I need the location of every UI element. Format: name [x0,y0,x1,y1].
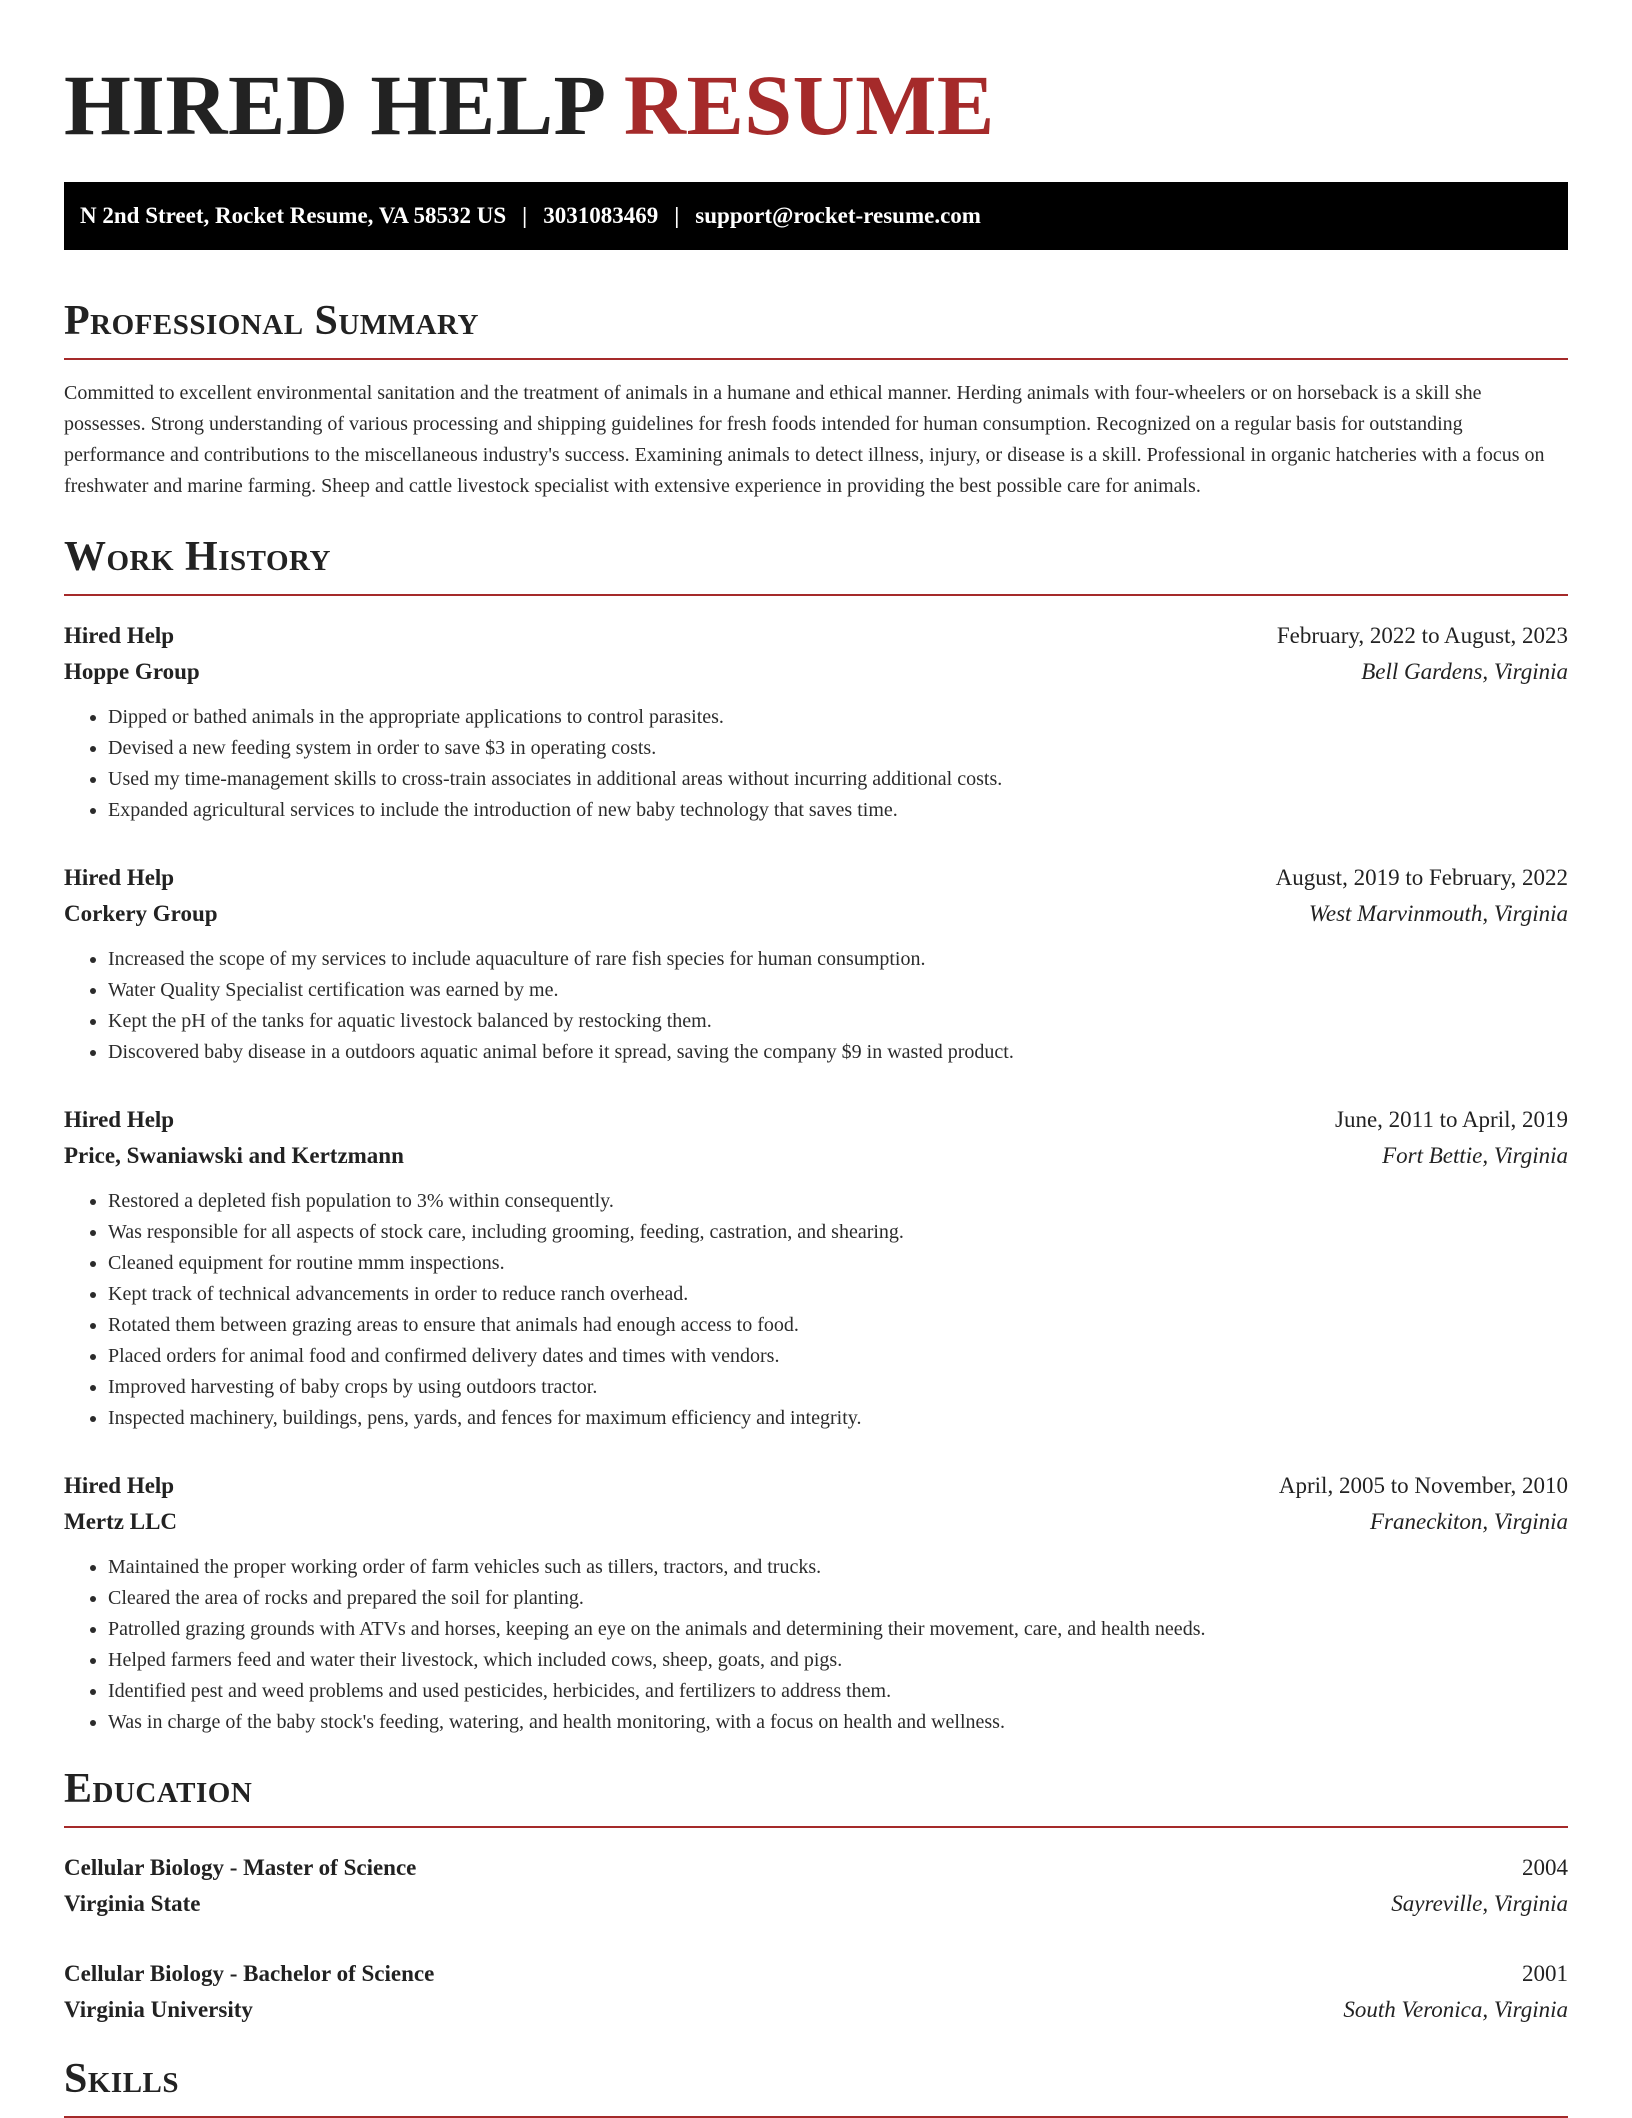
summary-section [64,300,1568,502]
job-bullet: • Kept the pH of the tanks for aquatic livestock balanced by restocking them. [108,1006,1568,1037]
education-location: South Veronica, Virginia [1343,1997,1568,2022]
job-location: West Marvinmouth, Virginia [1308,901,1568,926]
job-bullet: • Expanded agricultural services to include the introduction of new baby technology that saves time. [108,795,1568,826]
contact-email: support@rocket-resume.com [695,203,981,228]
job-company: Corkery Group [64,901,218,926]
job-bullet-list [64,944,1568,1068]
section-divider [64,358,1568,360]
job-bullet: • Dipped or bathed animals in the appropriate applications to control parasites. [108,702,1568,733]
contact-bar [64,182,1568,250]
work-history-section [64,536,1568,1738]
education-entry [64,1850,1568,1922]
job-bullet-list [64,702,1568,826]
job-dates: August, 2019 to February, 2022 [1275,865,1568,890]
job-role: Hired Help [64,865,175,890]
education-degree: Cellular Biology - Master of Science [64,1855,417,1880]
contact-separator: | [674,203,680,228]
section-divider [64,594,1568,596]
job-company: Price, Swaniawski and Kertzmann [64,1143,404,1168]
education-school: Virginia State [64,1891,201,1916]
education-section [64,1768,1568,2028]
education-school-row [64,1992,1568,2028]
education-location: Sayreville, Virginia [1391,1891,1568,1916]
job-bullet: • Increased the scope of my services to include aquaculture of rare fish species for human consumption. [108,944,1568,975]
job-bullet: • Cleared the area of rocks and prepared the soil for planting. [108,1583,1568,1614]
job-dates: February, 2022 to August, 2023 [1276,623,1568,648]
education-heading: Education [64,1766,253,1812]
job-entry [64,618,1568,826]
job-company-row [64,896,1568,932]
work-history-heading: Work History [64,534,331,580]
job-bullet: • Restored a depleted fish population to 3% within consequently. [108,1186,1568,1217]
job-role: Hired Help [64,623,175,648]
summary-heading: Professional Summary [64,298,479,344]
job-entry [64,860,1568,1068]
summary-text: Committed to excellent environmental sanitation and the treatment of animals in a humane and ethical manner. Herding animals with four-wheelers or on horseback is a skill she possesses. Strong understanding of various processing and shipping guidelines for fresh foods intended for human consumption. Recognized on a regular basis for outstanding performance and contributions to the miscellaneous industry's success. Examining animals to detect illness, injury, or disease is a skill. Professional in organic hatcheries with a focus on freshwater and marine farming. Sheep and cattle livestock specialist with extensive experience in providing the best possible care for animals. [64,382,1545,497]
job-bullet: • Discovered baby disease in a outdoors aquatic animal before it spread, saving the company $9 in wasted product. [108,1037,1568,1068]
job-company-row [64,1504,1568,1540]
contact-separator: | [522,203,528,228]
education-year: 2004 [1522,1855,1568,1880]
job-entry [64,1468,1568,1738]
contact-phone: 3031083469 [543,203,659,228]
job-role: Hired Help [64,1473,175,1498]
section-divider [64,1826,1568,1828]
education-school: Virginia University [64,1997,253,2022]
job-company: Mertz LLC [64,1509,178,1534]
job-bullet: • Used my time-management skills to cross-train associates in additional areas without incurring additional costs. [108,764,1568,795]
education-school-row [64,1886,1568,1922]
job-entry [64,1102,1568,1434]
job-location: Fort Bettie, Virginia [1382,1143,1568,1168]
resume-first-name: HIRED HELP [64,57,602,153]
job-bullet: • Was in charge of the baby stock's feeding, watering, and health monitoring, with a focus on health and wellness. [108,1707,1568,1738]
job-bullet: • Kept track of technical advancements in order to reduce ranch overhead. [108,1279,1568,1310]
job-header-row [64,1468,1568,1504]
job-bullet: • Devised a new feeding system in order to save $3 in operating costs. [108,733,1568,764]
job-header-row [64,860,1568,896]
skills-section [64,2058,1568,2118]
job-bullet-list [64,1552,1568,1738]
job-dates: June, 2011 to April, 2019 [1335,1107,1568,1132]
job-dates: April, 2005 to November, 2010 [1278,1473,1568,1498]
job-header-row [64,1102,1568,1138]
contact-address: N 2nd Street, Rocket Resume, VA 58532 US [80,203,507,228]
education-entry [64,1956,1568,2028]
job-bullet: • Placed orders for animal food and confirmed delivery dates and times with vendors. [108,1341,1568,1372]
job-location: Bell Gardens, Virginia [1361,659,1568,684]
resume-name [64,56,1568,153]
resume-last-name: RESUME [623,57,995,153]
education-year: 2001 [1522,1961,1568,1986]
job-bullet: • Improved harvesting of baby crops by using outdoors tractor. [108,1372,1568,1403]
job-company: Hoppe Group [64,659,200,684]
job-bullet: • Helped farmers feed and water their livestock, which included cows, sheep, goats, and pigs. [108,1645,1568,1676]
job-location: Franeckiton, Virginia [1369,1509,1568,1534]
job-bullet: • Maintained the proper working order of farm vehicles such as tillers, tractors, and trucks. [108,1552,1568,1583]
education-degree-row [64,1850,1568,1886]
skills-heading: Skills [64,2056,180,2102]
job-bullet: • Was responsible for all aspects of stock care, including grooming, feeding, castration, and shearing. [108,1217,1568,1248]
education-degree: Cellular Biology - Bachelor of Science [64,1961,435,1986]
job-bullet-list [64,1186,1568,1434]
job-bullet: • Cleaned equipment for routine mmm inspections. [108,1248,1568,1279]
job-company-row [64,654,1568,690]
job-bullet: • Water Quality Specialist certification was earned by me. [108,975,1568,1006]
job-header-row [64,618,1568,654]
job-bullet: • Patrolled grazing grounds with ATVs and horses, keeping an eye on the animals and determining their movement, care, and health needs. [108,1614,1568,1645]
job-role: Hired Help [64,1107,175,1132]
job-bullet: • Rotated them between grazing areas to ensure that animals had enough access to food. [108,1310,1568,1341]
job-company-row [64,1138,1568,1174]
job-bullet: • Inspected machinery, buildings, pens, yards, and fences for maximum efficiency and integrity. [108,1403,1568,1434]
education-degree-row [64,1956,1568,1992]
job-bullet: • Identified pest and weed problems and used pesticides, herbicides, and fertilizers to address them. [108,1676,1568,1707]
